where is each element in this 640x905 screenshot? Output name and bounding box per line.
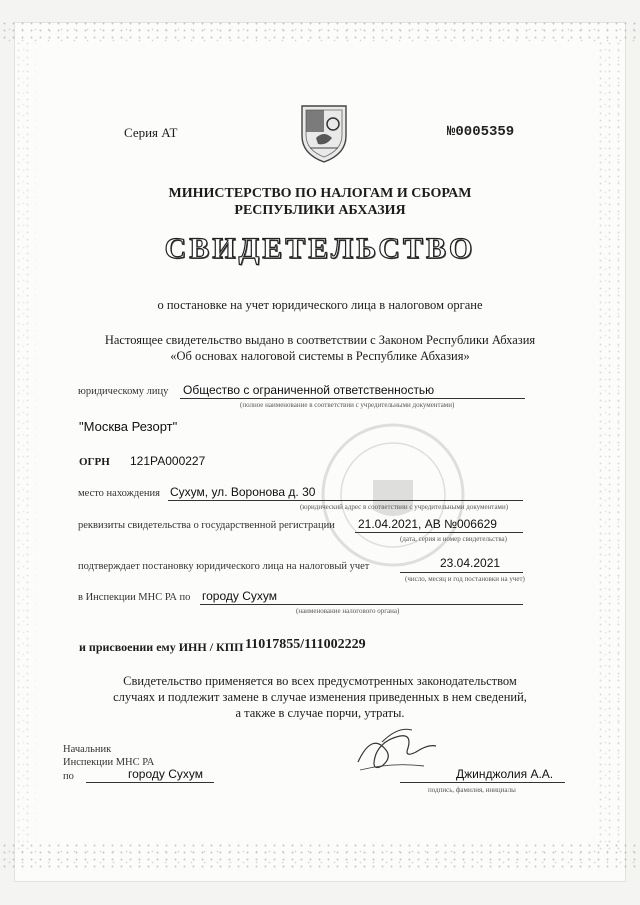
- ministry-line-1: МИНИСТЕРСТВО ПО НАЛОГАМ И СБОРАМ: [168, 186, 472, 201]
- entity-label: юридическому лицу: [78, 386, 169, 397]
- signature-title-2: Инспекции МНС РА: [63, 757, 155, 768]
- address-hint: (юридический адрес в соответствии с учредительными документами): [300, 503, 509, 511]
- address-label: место нахождения: [78, 488, 160, 499]
- entity-underline: [180, 398, 525, 399]
- top-edge-noise: [0, 20, 640, 42]
- emblem-icon: [296, 102, 352, 164]
- intro-line-1: Настоящее свидетельство выдано в соответствии с Законом Республики Абхазия: [104, 333, 536, 347]
- confirm-underline: [400, 572, 523, 573]
- inn-label: и присвоении ему ИНН / КПП: [79, 640, 244, 654]
- confirm-label: подтверждает постановку юридического лица на налоговый учет: [78, 561, 370, 572]
- inspection-hint: (наименование налогового органа): [296, 607, 400, 615]
- signature-title-1: Начальник: [63, 744, 112, 755]
- confirm-value: 23.04.2021: [440, 556, 501, 570]
- entity-hint: (полное наименование в соответствии с учредительными документами): [240, 401, 455, 409]
- handwritten-signature-icon: [352, 722, 452, 782]
- address-underline: [168, 500, 523, 501]
- inspection-value: городу Сухум: [202, 589, 277, 603]
- registration-underline: [355, 532, 523, 533]
- notice-line-2: случаях и подлежит замене в случае изменения приведенных в нем сведений,: [113, 690, 527, 704]
- entity-name: "Москва Резорт": [79, 419, 178, 434]
- notice-line-1: Свидетельство применяется во всех предусмотренных законодательством: [123, 674, 517, 688]
- registration-hint: (дата, серия и номер свидетельства): [400, 535, 507, 543]
- bottom-edge-noise: [0, 842, 640, 872]
- series-label: Серия АТ: [124, 125, 178, 140]
- document-subtitle: о постановке на учет юридического лица в налоговом органе: [157, 298, 483, 312]
- signature-title-prefix: по: [63, 771, 74, 782]
- notice-line-3: а также в случае порчи, утраты.: [235, 706, 405, 720]
- inspection-underline: [200, 604, 523, 605]
- inn-value: 11017855/111002229: [245, 637, 366, 652]
- certificate-number: №0005359: [447, 124, 515, 140]
- ministry-line-2: РЕСПУБЛИКИ АБХАЗИЯ: [234, 203, 406, 218]
- signature-city-underline: [86, 782, 214, 783]
- ogrn-value: 121РА000227: [130, 454, 206, 468]
- signature-hint: подпись, фамилия, инициалы: [428, 786, 516, 794]
- signature-city: городу Сухум: [128, 767, 203, 781]
- address-value: Сухум, ул. Воронова д. 30: [170, 485, 316, 499]
- registration-label: реквизиты свидетельства о государственной регистрации: [78, 520, 335, 531]
- left-edge-noise: [14, 40, 36, 850]
- seal-stamp-icon: [318, 420, 468, 570]
- registration-value: 21.04.2021, АВ №006629: [358, 517, 497, 531]
- signature-underline: [400, 782, 565, 783]
- intro-line-2: «Об основах налоговой системы в Республике Абхазия»: [170, 349, 470, 363]
- confirm-hint: (число, месяц и год постановки на учет): [405, 575, 525, 583]
- document-title: СВИДЕТЕЛЬСТВО: [164, 232, 476, 265]
- right-edge-noise: [596, 40, 626, 850]
- signature-name: Джинджолия А.А.: [456, 767, 554, 781]
- inspection-label: в Инспекции МНС РА по: [78, 592, 191, 603]
- entity-value: Общество с ограниченной ответственностью: [183, 383, 435, 397]
- ogrn-label: ОГРН: [79, 456, 110, 468]
